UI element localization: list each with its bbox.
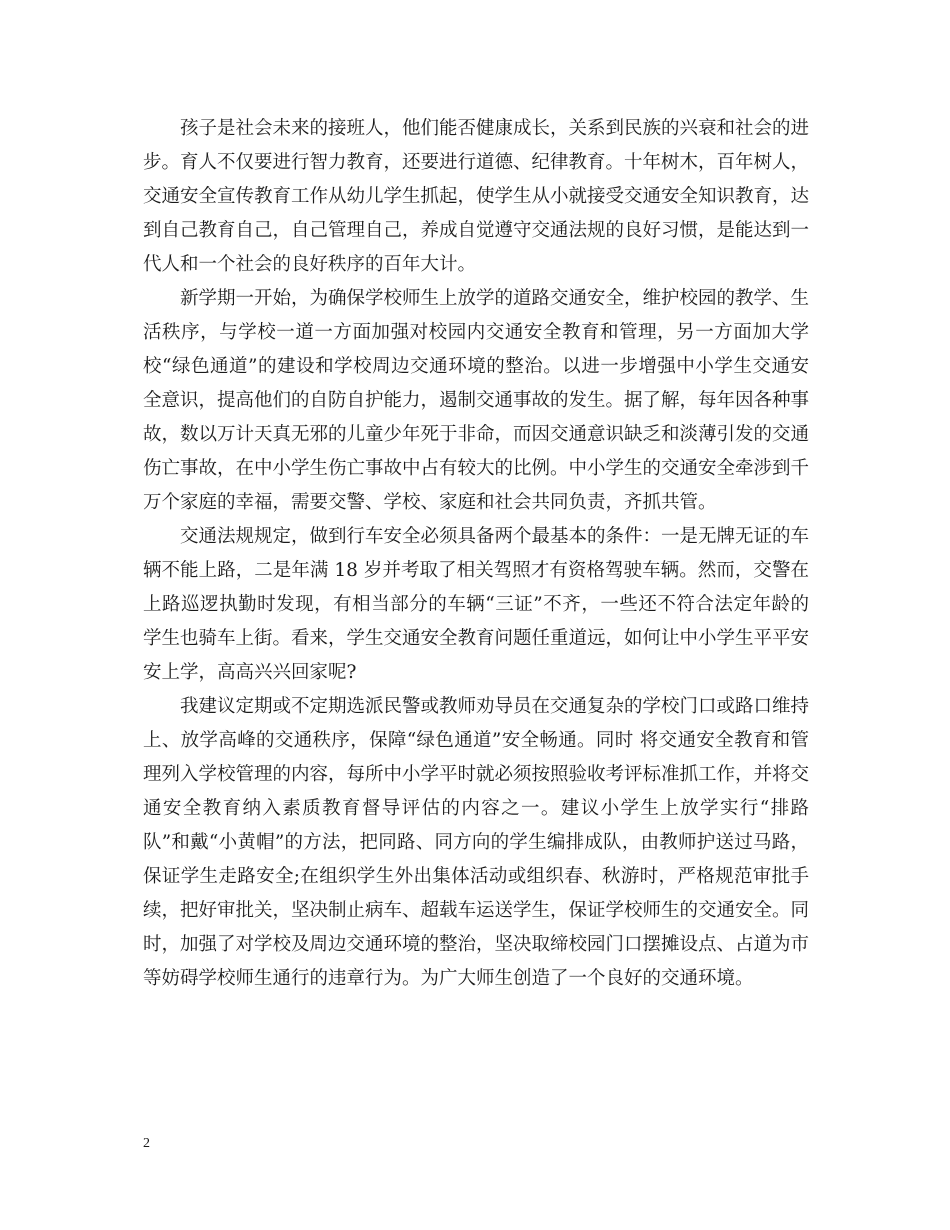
paragraph-4: 我建议定期或不定期选派民警或教师劝导员在交通复杂的学校门口或路口维持上、放学高峰的交通秩序，保障“绿色通道”安全畅通。同时 将交通安全教育和管理列入学校管理的内容，每所中小学平时就必须按照验收考评标准抓工作，并将交通安全教育纳入素质教育督导评估的内容之一。建议小学生上放学实行“排路队”和戴“小黄帽”的方法，把同路、同方向的学生编排成队，由教师护送过马路，保证学生走路安全;在组织学生外出集体活动或组织春、秋游时，严格规范审批手续，把好审批关，坚决制止病车、超载车运送学生，保证学校师生的交通安全。同时，加强了对学校及周边交通环境的整治，坚决取缔校园门口摆摊设点、占道为市等妨碍学校师生通行的违章行为。为广大师生创造了一个良好的交通环境。: [143, 696, 810, 989]
page-number: 2: [143, 1136, 150, 1151]
paragraph-3: 交通法规规定，做到行车安全必须具备两个最基本的条件：一是无牌无证的车辆不能上路，二是年满 18 岁并考取了相关驾照才有资格驾驶车辆。然而，交警在上路巡逻执勤时发现，有相当部分的车辆“三证”不齐，一些还不符合法定年龄的学生也骑车上街。看来，学生交通安全教育问题任重道远，如何让中小学生平平安安上学，高高兴兴回家呢?: [143, 526, 810, 683]
document-body: [143, 112, 809, 996]
paragraph-2: 新学期一开始，为确保学校师生上放学的道路交通安全，维护校园的教学、生活秩序，与学校一道一方面加强对校园内交通安全教育和管理，另一方面加大学校“绿色通道”的建设和学校周边交通环境的整治。以进一步增强中小学生交通安全意识，提高他们的自防自护能力，遏制交通事故的发生。据了解，每年因各种事故，数以万计天真无邪的儿童少年死于非命，而因交通意识缺乏和淡薄引发的交通伤亡事故，在中小学生伤亡事故中占有较大的比例。中小学生的交通安全牵涉到千万个家庭的幸福，需要交警、学校、家庭和社会共同负责，齐抓共管。: [143, 288, 810, 513]
paragraph-1: 孩子是社会未来的接班人，他们能否健康成长，关系到民族的兴衰和社会的进步。育人不仅要进行智力教育，还要进行道德、纪律教育。十年树木，百年树人，交通安全宣传教育工作从幼儿学生抓起，使学生从小就接受交通安全知识教育，达到自己教育自己，自己管理自己，养成自觉遵守交通法规的良好习惯，是能达到一代人和一个社会的良好秩序的百年大计。: [143, 118, 810, 275]
